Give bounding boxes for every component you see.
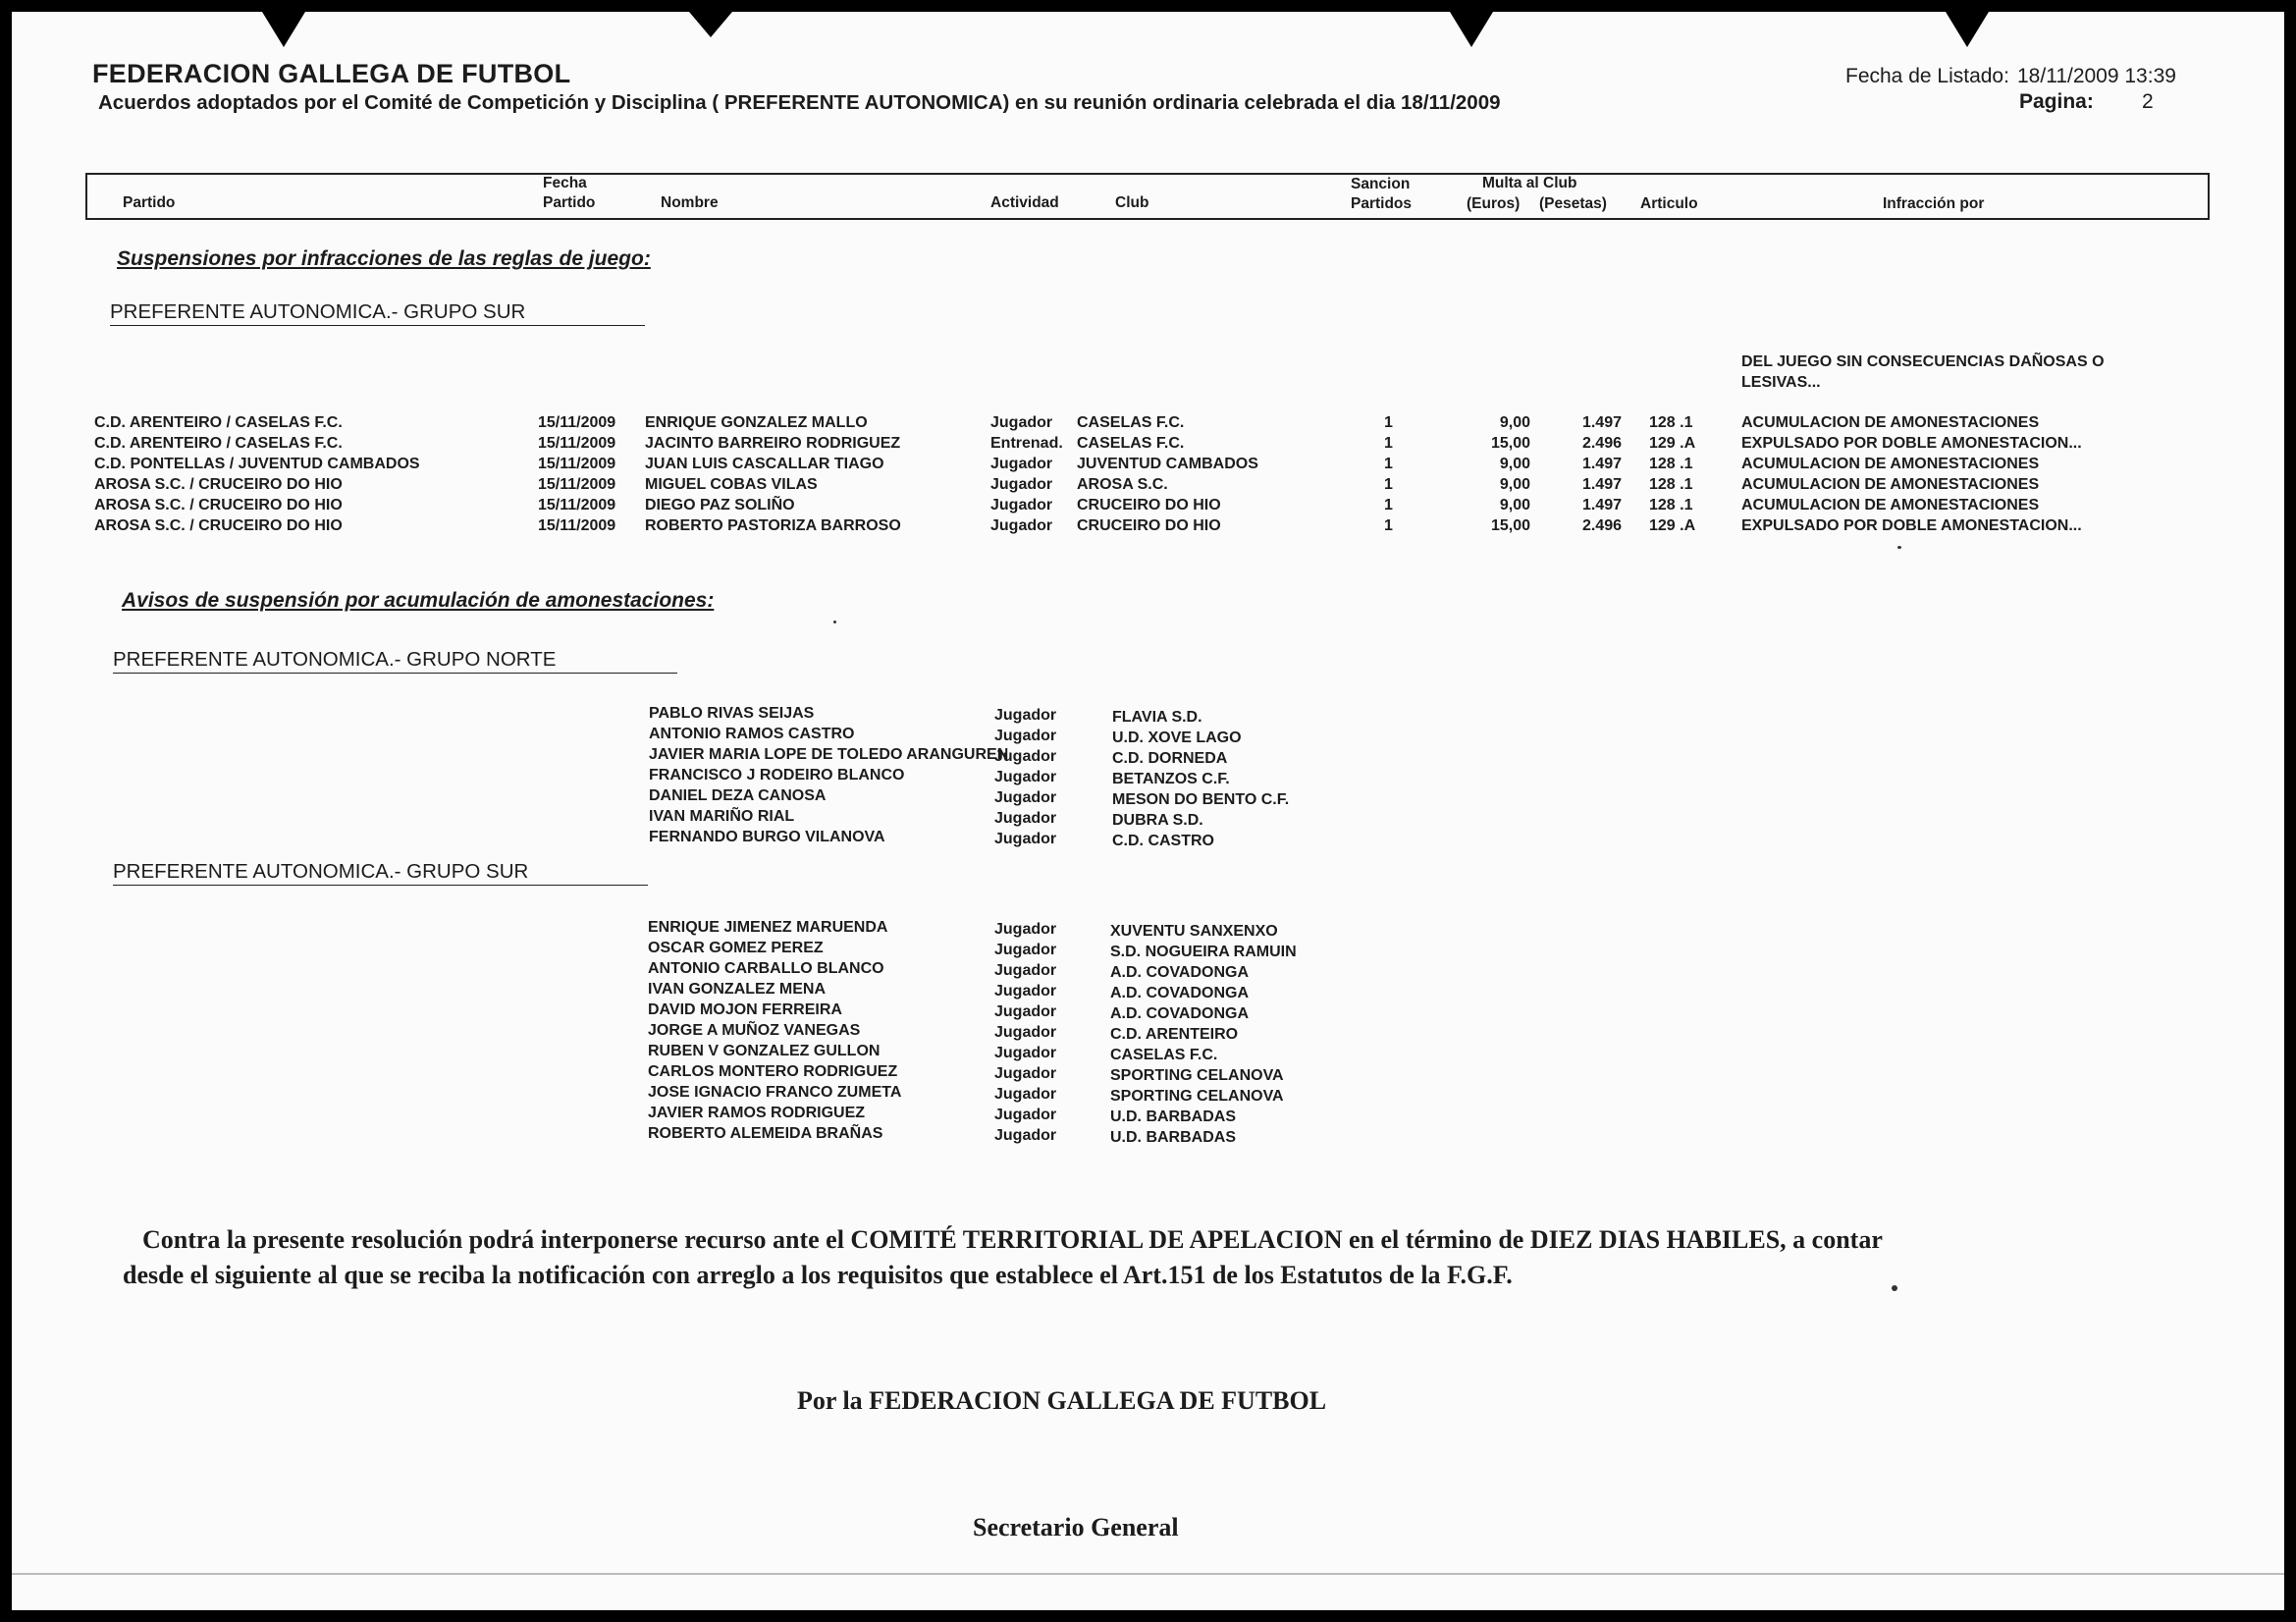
warn-club: XUVENTU SANXENXO	[1110, 923, 1278, 940]
warn-nombre: JOSE IGNACIO FRANCO ZUMETA	[648, 1084, 902, 1101]
cell-articulo: 129 .A	[1649, 517, 1696, 534]
warn-club: C.D. ARENTEIRO	[1110, 1026, 1239, 1043]
col-nombre: Nombre	[661, 194, 719, 211]
list-item	[12, 787, 2284, 808]
col-partido: Partido	[123, 194, 176, 211]
cell-nombre: MIGUEL COBAS VILAS	[645, 476, 818, 493]
warnings-group-title-sur: PREFERENTE AUTONOMICA.- GRUPO SUR	[113, 860, 648, 886]
table-row	[12, 497, 2284, 517]
cell-partido: C.D. ARENTEIRO / CASELAS F.C.	[94, 435, 343, 452]
bottom-divider	[12, 1573, 2284, 1575]
page-number: 2	[2142, 90, 2154, 113]
cell-euros: 15,00	[1490, 435, 1530, 452]
warn-actividad: Jugador	[994, 707, 1057, 724]
warn-actividad: Jugador	[994, 1107, 1057, 1123]
warn-nombre: ENRIQUE JIMENEZ MARUENDA	[648, 919, 888, 936]
signed-by: Por la FEDERACION GALLEGA DE FUTBOL	[797, 1386, 1327, 1415]
cell-club: CASELAS F.C.	[1077, 414, 1185, 431]
col-articulo: Articulo	[1640, 195, 1698, 212]
cell-pesetas: 2.496	[1581, 517, 1622, 534]
cell-articulo: 128 .1	[1649, 497, 1693, 514]
list-item	[12, 981, 2284, 1001]
warn-club: MESON DO BENTO C.F.	[1112, 791, 1290, 808]
cell-club: CRUCEIRO DO HIO	[1077, 517, 1221, 534]
cell-fecha: 15/11/2009	[538, 456, 616, 472]
cell-partido: C.D. PONTELLAS / JUVENTUD CAMBADOS	[94, 456, 420, 472]
warn-nombre: FERNANDO BURGO VILANOVA	[649, 829, 885, 845]
warn-club: C.D. DORNEDA	[1112, 750, 1228, 767]
cell-sancion: 1	[1384, 414, 1393, 431]
appeal-text-line-2: desde el siguiente al que se reciba la notificación con arreglo a los requisitos que establece el Art.151 de los Estatutos de la F.G.F.	[123, 1261, 1513, 1289]
scan-notch	[689, 12, 732, 37]
cell-infraccion: ACUMULACION DE AMONESTACIONES	[1741, 476, 2040, 493]
appeal-text-line-1: Contra la presente resolución podrá interponerse recurso ante el COMITÉ TERRITORIAL DE APELACION en el término de DIEZ DIAS HABILES, a contar	[142, 1225, 1883, 1254]
document-subtitle: Acuerdos adoptados por el Comité de Competición y Disciplina ( PREFERENTE AUTONOMICA) en su reunión ordinaria celebrada el dia 18/11/2009	[98, 91, 1501, 114]
col-fecha-top: Fecha	[543, 175, 587, 191]
cell-articulo: 128 .1	[1649, 476, 1693, 493]
suspensions-heading: Suspensiones por infracciones de las reglas de juego:	[117, 247, 651, 270]
listing-date: 18/11/2009 13:39	[2017, 65, 2176, 87]
list-item	[12, 808, 2284, 829]
table-row	[12, 456, 2284, 476]
warn-club: C.D. CASTRO	[1112, 833, 1214, 849]
col-multa-pesetas: (Pesetas)	[1539, 195, 1607, 212]
cell-sancion: 1	[1384, 476, 1393, 493]
cell-sancion: 1	[1384, 456, 1393, 472]
warn-nombre: JORGE A MUÑOZ VANEGAS	[648, 1022, 861, 1039]
col-sancion-top: Sancion	[1351, 176, 1411, 192]
warn-nombre: DANIEL DEZA CANOSA	[649, 787, 827, 804]
cell-nombre: JACINTO BARREIRO RODRIGUEZ	[645, 435, 901, 452]
cell-infraccion: EXPULSADO POR DOBLE AMONESTACION...	[1741, 435, 2082, 452]
cell-actividad: Jugador	[990, 476, 1053, 493]
cell-club: CRUCEIRO DO HIO	[1077, 497, 1221, 514]
col-multa-top: Multa al Club	[1482, 175, 1577, 191]
cell-actividad: Jugador	[990, 414, 1053, 431]
warn-actividad: Jugador	[994, 983, 1057, 1000]
list-item	[12, 705, 2284, 726]
list-item	[12, 1001, 2284, 1022]
warn-nombre: CARLOS MONTERO RODRIGUEZ	[648, 1063, 898, 1080]
cell-partido: AROSA S.C. / CRUCEIRO DO HIO	[94, 497, 343, 514]
warn-actividad: Jugador	[994, 728, 1057, 744]
warn-nombre: RUBEN V GONZALEZ GULLON	[648, 1043, 881, 1059]
carryover-line-1: DEL JUEGO SIN CONSECUENCIAS DAÑOSAS O	[1741, 353, 2105, 370]
cell-sancion: 1	[1384, 517, 1393, 534]
warnings-heading: Avisos de suspensión por acumulación de amonestaciones:	[122, 589, 715, 612]
col-sancion-bottom: Partidos	[1351, 195, 1413, 212]
warn-club: A.D. COVADONGA	[1110, 985, 1250, 1001]
warn-nombre: ROBERTO ALEMEIDA BRAÑAS	[648, 1125, 883, 1142]
cell-actividad: Jugador	[990, 497, 1053, 514]
cell-pesetas: 1.497	[1581, 476, 1622, 493]
suspensions-group-title: PREFERENTE AUTONOMICA.- GRUPO SUR	[110, 300, 645, 326]
warn-club: U.D. BARBADAS	[1110, 1129, 1236, 1146]
cell-fecha: 15/11/2009	[538, 435, 616, 452]
col-actividad: Actividad	[990, 194, 1059, 211]
list-item	[12, 1063, 2284, 1084]
cell-nombre: ENRIQUE GONZALEZ MALLO	[645, 414, 868, 431]
cell-articulo: 128 .1	[1649, 456, 1693, 472]
warn-club: CASELAS F.C.	[1110, 1047, 1218, 1063]
col-infraccion: Infracción por	[1883, 195, 1985, 212]
cell-articulo: 129 .A	[1649, 435, 1696, 452]
list-item	[12, 1022, 2284, 1043]
warn-actividad: Jugador	[994, 1065, 1057, 1082]
warn-actividad: Jugador	[994, 1045, 1057, 1061]
cell-euros: 9,00	[1499, 414, 1530, 431]
scan-notch	[1450, 12, 1493, 47]
signatory-title: Secretario General	[973, 1513, 1179, 1541]
warn-nombre: JAVIER MARIA LOPE DE TOLEDO ARANGUREN	[649, 746, 1009, 763]
warn-nombre: DAVID MOJON FERREIRA	[648, 1001, 842, 1018]
cell-club: CASELAS F.C.	[1077, 435, 1185, 452]
table-row	[12, 517, 2284, 538]
warn-actividad: Jugador	[994, 1086, 1057, 1103]
cell-actividad: Jugador	[990, 517, 1053, 534]
cell-fecha: 15/11/2009	[538, 517, 616, 534]
cell-pesetas: 1.497	[1581, 414, 1622, 431]
warn-club: SPORTING CELANOVA	[1110, 1088, 1284, 1105]
warn-actividad: Jugador	[994, 748, 1057, 765]
cell-sancion: 1	[1384, 497, 1393, 514]
cell-nombre: JUAN LUIS CASCALLAR TIAGO	[645, 456, 884, 472]
table-row	[12, 476, 2284, 497]
warn-club: S.D. NOGUEIRA RAMUIN	[1110, 944, 1297, 960]
list-item	[12, 726, 2284, 746]
cell-nombre: DIEGO PAZ SOLIÑO	[645, 497, 795, 514]
cell-pesetas: 1.497	[1581, 456, 1622, 472]
cell-fecha: 15/11/2009	[538, 414, 616, 431]
warn-actividad: Jugador	[994, 1127, 1057, 1144]
cell-partido: AROSA S.C. / CRUCEIRO DO HIO	[94, 476, 343, 493]
cell-articulo: 128 .1	[1649, 414, 1693, 431]
cell-infraccion: ACUMULACION DE AMONESTACIONES	[1741, 414, 2040, 431]
listing-date-label: Fecha de Listado:	[1845, 65, 2009, 87]
cell-partido: C.D. ARENTEIRO / CASELAS F.C.	[94, 414, 343, 431]
list-item	[12, 919, 2284, 940]
scan-speck	[833, 621, 836, 623]
warn-actividad: Jugador	[994, 831, 1057, 847]
cell-infraccion: ACUMULACION DE AMONESTACIONES	[1741, 497, 2040, 514]
scan-speck	[1892, 1285, 1897, 1291]
warn-actividad: Jugador	[994, 1003, 1057, 1020]
cell-euros: 9,00	[1499, 456, 1530, 472]
warn-nombre: PABLO RIVAS SEIJAS	[649, 705, 815, 722]
carryover-line-2: LESIVAS...	[1741, 374, 1821, 391]
cell-fecha: 15/11/2009	[538, 497, 616, 514]
warn-nombre: IVAN GONZALEZ MENA	[648, 981, 827, 998]
cell-euros: 9,00	[1499, 497, 1530, 514]
list-item	[12, 829, 2284, 849]
cell-fecha: 15/11/2009	[538, 476, 616, 493]
list-item	[12, 767, 2284, 787]
col-multa-euros: (Euros)	[1467, 195, 1521, 212]
cell-actividad: Entrenad.	[990, 435, 1063, 452]
warn-actividad: Jugador	[994, 1024, 1057, 1041]
org-title: FEDERACION GALLEGA DE FUTBOL	[92, 59, 571, 88]
document-page	[12, 12, 2284, 1610]
cell-euros: 15,00	[1490, 517, 1530, 534]
col-club: Club	[1115, 194, 1149, 211]
scan-notch	[1946, 12, 1989, 47]
warn-nombre: FRANCISCO J RODEIRO BLANCO	[649, 767, 905, 784]
warn-actividad: Jugador	[994, 942, 1057, 958]
warn-club: DUBRA S.D.	[1112, 812, 1203, 829]
warn-nombre: JAVIER RAMOS RODRIGUEZ	[648, 1105, 866, 1121]
warn-club: A.D. COVADONGA	[1110, 964, 1250, 981]
warn-club: BETANZOS C.F.	[1112, 771, 1230, 787]
cell-euros: 9,00	[1499, 476, 1530, 493]
cell-infraccion: EXPULSADO POR DOBLE AMONESTACION...	[1741, 517, 2082, 534]
cell-pesetas: 2.496	[1581, 435, 1622, 452]
warnings-group-title-norte: PREFERENTE AUTONOMICA.- GRUPO NORTE	[113, 648, 677, 674]
warn-actividad: Jugador	[994, 921, 1057, 938]
list-item	[12, 1084, 2284, 1105]
list-item	[12, 1125, 2284, 1146]
warn-actividad: Jugador	[994, 962, 1057, 979]
warn-club: A.D. COVADONGA	[1110, 1005, 1250, 1022]
list-item	[12, 1043, 2284, 1063]
warn-club: SPORTING CELANOVA	[1110, 1067, 1284, 1084]
warn-club: FLAVIA S.D.	[1112, 709, 1202, 726]
warn-club: U.D. BARBADAS	[1110, 1108, 1236, 1125]
page-label: Pagina:	[2019, 90, 2094, 113]
cell-infraccion: ACUMULACION DE AMONESTACIONES	[1741, 456, 2040, 472]
warn-actividad: Jugador	[994, 769, 1057, 785]
warn-nombre: ANTONIO CARBALLO BLANCO	[648, 960, 884, 977]
warn-actividad: Jugador	[994, 789, 1057, 806]
list-item	[12, 746, 2284, 767]
cell-club: AROSA S.C.	[1077, 476, 1168, 493]
table-row	[12, 435, 2284, 456]
warn-nombre: OSCAR GOMEZ PEREZ	[648, 940, 824, 956]
cell-nombre: ROBERTO PASTORIZA BARROSO	[645, 517, 901, 534]
cell-partido: AROSA S.C. / CRUCEIRO DO HIO	[94, 517, 343, 534]
cell-club: JUVENTUD CAMBADOS	[1077, 456, 1258, 472]
list-item	[12, 940, 2284, 960]
list-item	[12, 960, 2284, 981]
warn-club: U.D. XOVE LAGO	[1112, 730, 1242, 746]
cell-actividad: Jugador	[990, 456, 1053, 472]
cell-sancion: 1	[1384, 435, 1393, 452]
warn-nombre: IVAN MARIÑO RIAL	[649, 808, 795, 825]
table-row	[12, 414, 2284, 435]
cell-pesetas: 1.497	[1581, 497, 1622, 514]
scan-speck	[1897, 546, 1901, 549]
col-fecha-bottom: Partido	[543, 194, 596, 211]
warn-actividad: Jugador	[994, 810, 1057, 827]
scan-notch	[262, 12, 305, 47]
warn-nombre: ANTONIO RAMOS CASTRO	[649, 726, 855, 742]
list-item	[12, 1105, 2284, 1125]
